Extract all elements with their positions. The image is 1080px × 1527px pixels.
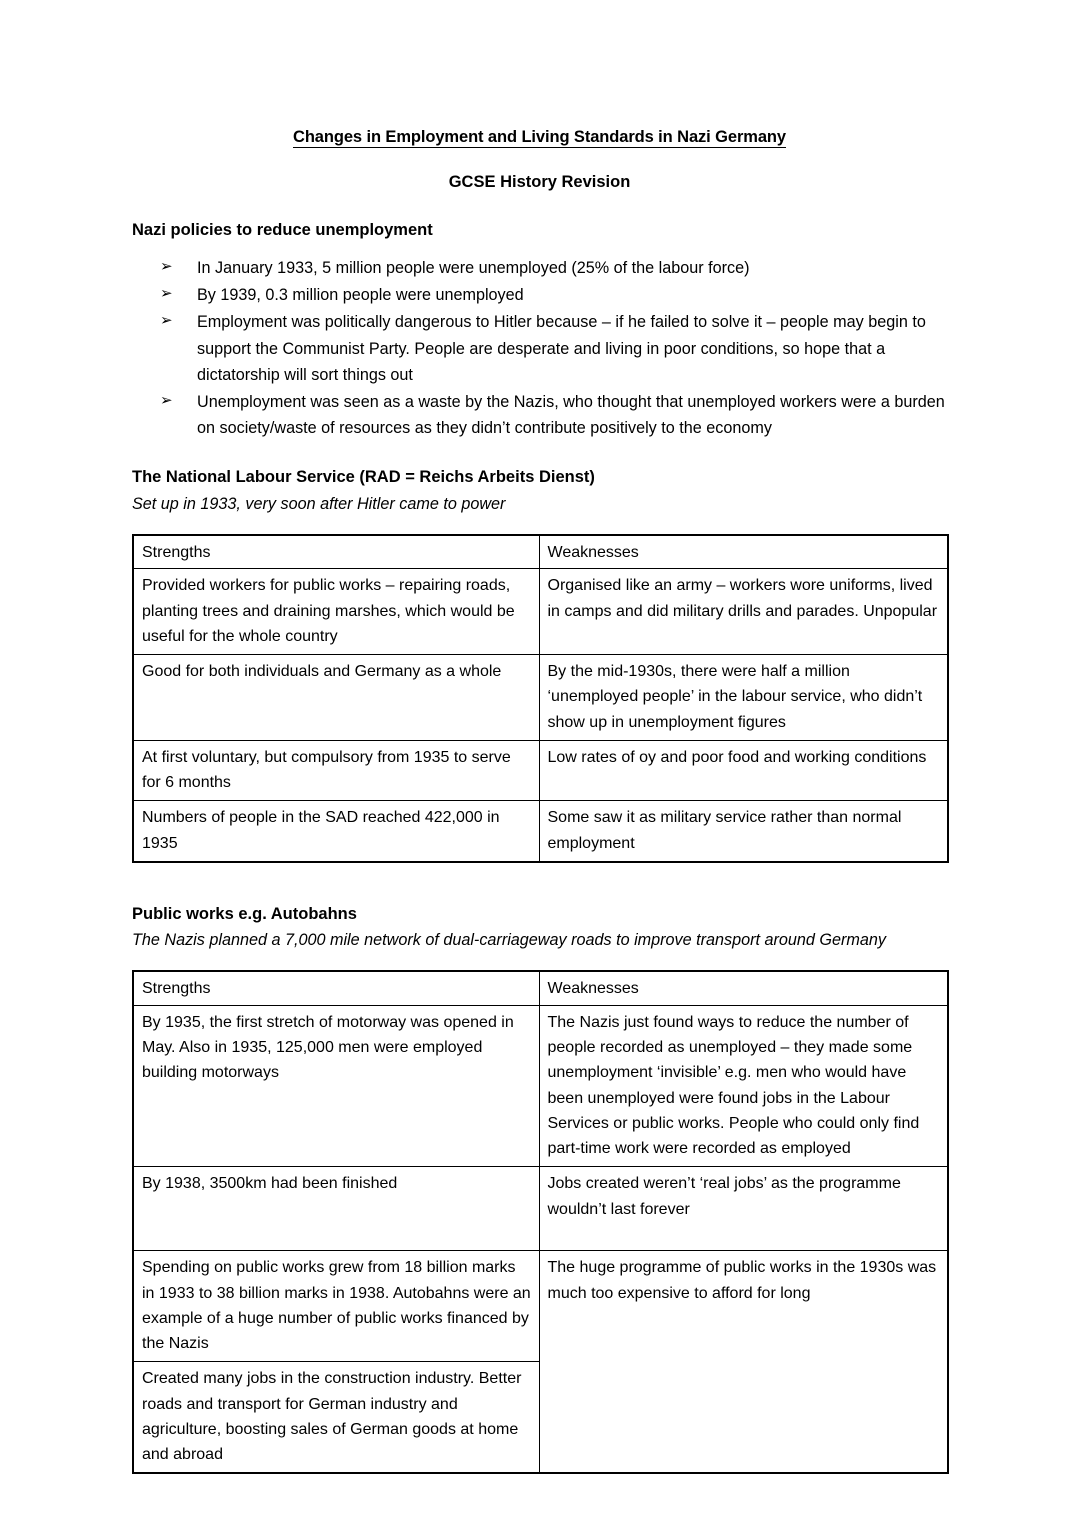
list-item — [132, 389, 947, 441]
public-works-table — [132, 970, 949, 1474]
strength-cell: By 1935, the first stretch of motorway was opened in May. Also in 1935, 125,000 men were employed building motorways — [133, 1005, 539, 1167]
weakness-cell: The Nazis just found ways to reduce the number of people recorded as unemployed – they made some unemployment ‘invisible’ e.g. men who would have been unemployed were found jobs in the Labour Services or public works. People who could only find part-time work were recorded as employed — [539, 1005, 948, 1167]
arrow-bullet-icon: ➢ — [160, 312, 173, 330]
weakness-cell-merged: The huge programme of public works in the 1930s was much too expensive to afford for long — [539, 1251, 948, 1474]
table-row — [133, 1251, 948, 1362]
table-row — [133, 801, 948, 862]
section-spacer — [132, 863, 947, 903]
arrow-bullet-icon: ➢ — [160, 391, 173, 409]
table-row — [133, 740, 948, 801]
page-subtitle: GCSE History Revision — [448, 173, 631, 192]
strength-cell: Numbers of people in the SAD reached 422,000 in 1935 — [133, 801, 539, 862]
section-heading-unemployment: Nazi policies to reduce unemployment — [132, 220, 433, 239]
strength-cell: Good for both individuals and Germany as a whole — [133, 655, 539, 741]
arrow-bullet-icon: ➢ — [160, 285, 173, 303]
table-row — [133, 655, 948, 741]
table-header-row — [133, 535, 948, 569]
strength-cell: At first voluntary, but compulsory from 1935 to serve for 6 months — [133, 740, 539, 801]
column-header-weaknesses: Weaknesses — [539, 535, 948, 569]
table-row — [133, 569, 948, 655]
weakness-cell: Jobs created weren’t ‘real jobs’ as the programme wouldn’t last forever — [539, 1167, 948, 1251]
weakness-cell: By the mid-1930s, there were half a million ‘unemployed people’ in the labour service, who didn’t show up in unemployment figures — [539, 655, 948, 741]
table-row — [133, 1167, 948, 1251]
weakness-cell: Some saw it as military service rather than normal employment — [539, 801, 948, 862]
strength-cell: Spending on public works grew from 18 billion marks in 1933 to 38 billion marks in 1938. Autobahns were an example of a huge number of public works financed by the Nazis — [133, 1251, 539, 1362]
strength-cell: Created many jobs in the construction industry. Better roads and transport for German industry and agriculture, boosting sales of German goods at home and abroad — [133, 1362, 539, 1474]
column-header-weaknesses: Weaknesses — [539, 971, 948, 1005]
table-header-row — [133, 971, 948, 1005]
weakness-cell: Low rates of oy and poor food and working conditions — [539, 740, 948, 801]
page-title — [132, 126, 947, 148]
list-item-text: In January 1933, 5 million people were unemployed (25% of the labour force) — [197, 258, 750, 277]
column-header-strengths: Strengths — [133, 535, 539, 569]
weakness-cell: Organised like an army – workers wore uniforms, lived in camps and did military drills and parades. Unpopular — [539, 569, 948, 655]
list-item — [132, 255, 947, 281]
labour-service-table — [132, 534, 949, 863]
strength-cell: By 1938, 3500km had been finished — [133, 1167, 539, 1251]
section-subtitle-public-works: The Nazis planned a 7,000 mile network of dual-carriageway roads to improve transport around Germany — [132, 931, 886, 950]
table-row — [133, 1005, 948, 1167]
list-item-text: By 1939, 0.3 million people were unemployed — [197, 286, 524, 305]
section-subtitle-labour-service: Set up in 1933, very soon after Hitler came to power — [132, 494, 506, 513]
list-item — [132, 309, 947, 388]
unemployment-bullet-list — [132, 255, 947, 442]
arrow-bullet-icon: ➢ — [160, 257, 173, 275]
section-heading-public-works: Public works e.g. Autobahns — [132, 904, 357, 923]
section-heading-labour-service: The National Labour Service (RAD = Reichs Arbeits Dienst) — [132, 468, 595, 487]
page-title-text: Changes in Employment and Living Standards in Nazi Germany — [293, 128, 786, 146]
list-item-text: Unemployment was seen as a waste by the Nazis, who thought that unemployed workers were a burden on society/waste of resources as they didn’t contribute positively to the economy — [197, 392, 945, 438]
list-item-text: Employment was politically dangerous to Hitler because – if he failed to solve it – people may begin to support the Communist Party. People are desperate and living in poor conditions, so hope that a dictatorship will sort things out — [197, 313, 926, 384]
strength-cell: Provided workers for public works – repairing roads, planting trees and draining marshes, which would be useful for the whole country — [133, 569, 539, 655]
column-header-strengths: Strengths — [133, 971, 539, 1005]
list-item — [132, 282, 947, 308]
